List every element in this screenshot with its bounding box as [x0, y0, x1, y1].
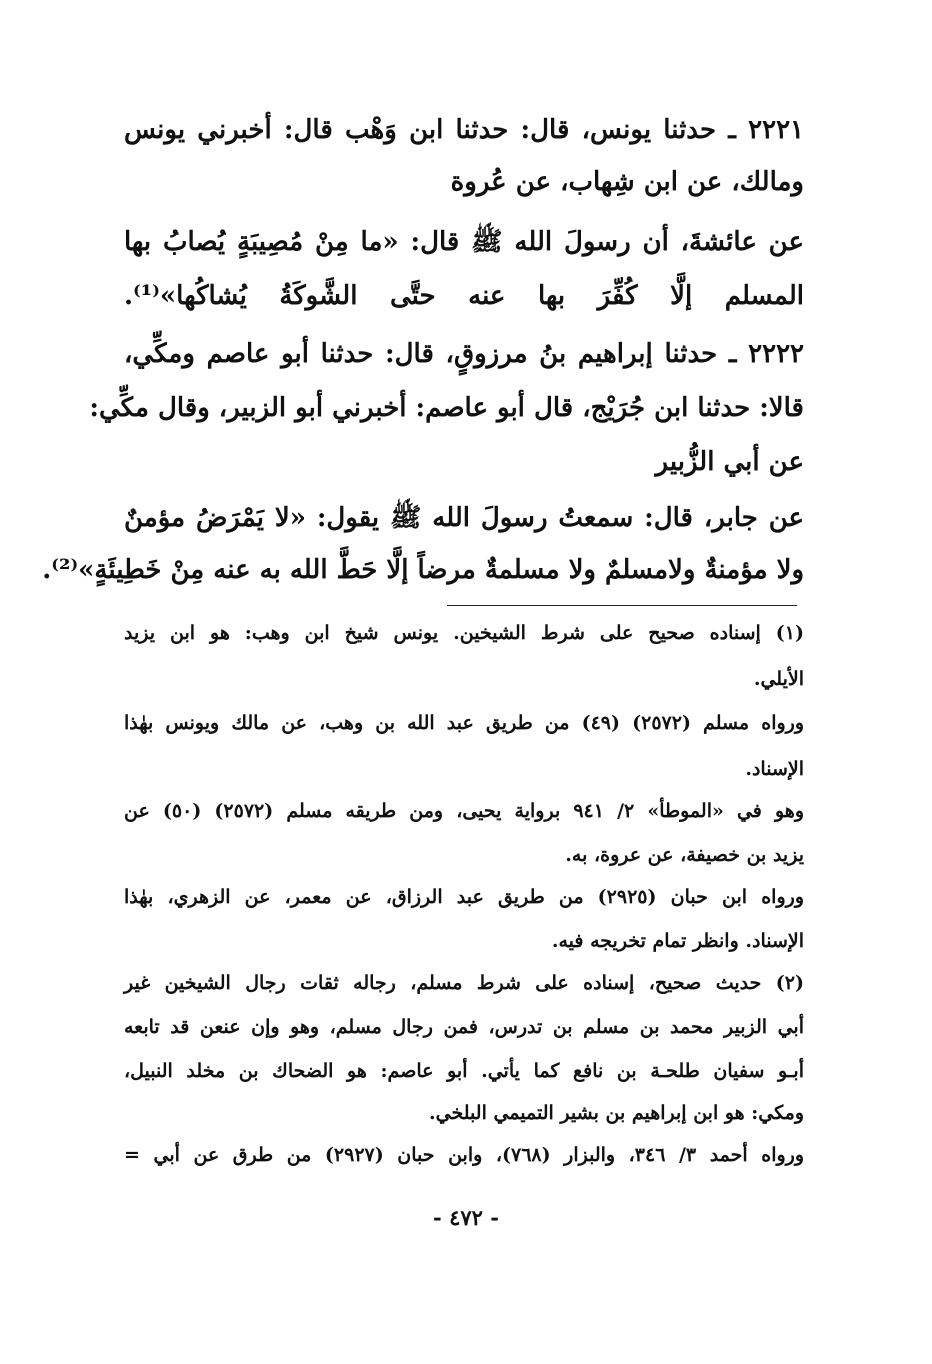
footnote-1-line-7: ورواه ابن حبان (٢٩٢٥) من طريق عبد الرزاق، عن معمر، عن الزهري، بهٰذا — [124, 886, 804, 908]
footnote-2-line-3: أبـو سفيان طلحـة بن نافع كما يأتي. أبو عاصم: هو الضحاك بن مخلد النبيل، — [124, 1060, 804, 1082]
footnote-1-line-1: (١) إسناده صحيح على شرط الشيخين. يونس شيخ ابن وهب: هو ابن يزيد — [124, 622, 804, 644]
hadith-2222-line-2: قالا: حدثنا ابن جُرَيْج، قال أبو عاصم: أخبرني أبو الزبير، وقال مكِّي: — [89, 393, 804, 423]
hadith-2221-line-2: ومالك، عن ابن شِهاب، عن عُروة — [450, 167, 804, 197]
footnote-1-line-6: يزيد بن خصيفة، عن عروة، به. — [565, 844, 804, 866]
footnote-1-line-3: ورواه مسلم (٢٥٧٢) (٤٩) من طريق عبد الله بن وهب، عن مالك ويونس بهٰذا — [124, 712, 804, 734]
hadith-2221-line-3: عن عائشةَ، أن رسولَ الله ﷺ قال: «ما مِنْ مُصِيبَةٍ يُصابُ بها — [124, 227, 804, 257]
page-number: - ٤٧٢ - — [433, 1205, 499, 1230]
footnote-2-line-2: أبي الزبير محمد بن مسلم بن تدرس، فمن رجال مسلم، وهو وإن عنعن قد تابعه — [124, 1016, 804, 1038]
footnote-2-line-1: (٢) حديث صحيح، إسناده على شرط مسلم، رجاله ثقات رجال الشيخين غير — [124, 972, 804, 994]
hadith-2222-line-4: عن جابر، قال: سمعتُ رسولَ الله ﷺ يقول: «لا يَمْرَضُ مؤمنٌ — [124, 503, 804, 533]
hadith-2222-line-5: ولا مؤمنةٌ ولامسلمٌ ولا مسلمةٌ مرضاً إلَّا حَطَّ الله به عنه مِنْ خَطِيئَةٍ»⁽²⁾. — [42, 555, 804, 585]
footnote-1-line-5: وهو في «الموطأ» ٢/ ٩٤١ برواية يحيى، ومن طريقه مسلم (٢٥٧٢) (٥٠) عن — [124, 800, 804, 822]
footnote-1-line-4: الإسناد. — [745, 758, 804, 780]
footnote-2-line-4: ومكي: هو ابن إبراهيم بن بشير التميمي البلخي. — [429, 1102, 804, 1124]
hadith-2222-line-3: عن أبي الزُّبير — [655, 447, 804, 477]
footnote-1-line-2: الأيلي. — [753, 668, 804, 690]
footnote-1-line-8: الإسناد. وانظر تمام تخريجه فيه. — [551, 930, 804, 952]
hadith-2222-line-1: ٢٢٢٢ ـ حدثنا إبراهيم بنُ مرزوقٍ، قال: حدثنا أبو عاصم ومكِّي، — [124, 339, 804, 369]
hadith-2221-line-1: ٢٢٢١ ـ حدثنا يونس، قال: حدثنا ابن وَهْب قال: أخبرني يونس — [124, 115, 804, 145]
hadith-2221-line-4: المسلم إلَّا كُفِّرَ بها عنه حتَّى الشَّوكَةُ يُشاكُها»⁽¹⁾. — [124, 281, 804, 311]
footnote-2-line-5: ورواه أحمد ٣/ ٣٤٦، والبزار (٧٦٨)، وابن حبان (٢٩٢٧) من طرق عن أبي = — [124, 1144, 805, 1166]
footnote-divider — [447, 605, 797, 606]
